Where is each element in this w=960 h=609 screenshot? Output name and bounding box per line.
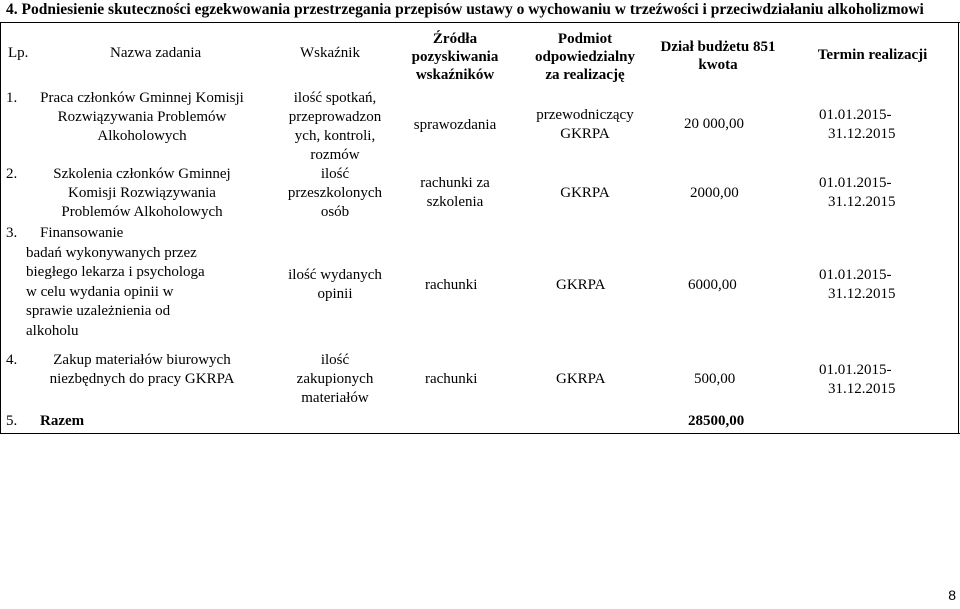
row-indicator: ilość wydanych opinii	[288, 267, 382, 302]
row-source: sprawozdania	[413, 117, 497, 133]
row-lp: 3.	[6, 225, 18, 241]
row-responsible: GKRPA	[560, 185, 610, 201]
header-budget: Dział budżetu 851 kwota	[660, 39, 776, 73]
row-indicator: ilość zakupionych materiałów	[296, 352, 374, 406]
row-lp: 1.	[6, 90, 18, 106]
row-amount: 500,00	[694, 371, 736, 387]
row-lp: 2.	[6, 166, 18, 182]
header-task-name: Nazwa zadania	[110, 45, 202, 61]
header-deadline: Termin realizacji	[817, 47, 928, 63]
page-number: 8	[948, 587, 956, 603]
row-responsible: GKRPA	[556, 277, 606, 293]
row-indicator: ilość przeszkolonych osób	[287, 166, 383, 220]
total-lp: 5.	[6, 413, 18, 429]
row-deadline: 01.01.2015- 31.12.2015	[819, 175, 896, 210]
row-amount: 20 000,00	[684, 116, 744, 132]
row-responsible: GKRPA	[556, 371, 606, 387]
row-source: rachunki za szkolenia	[420, 175, 490, 210]
row-amount: 6000,00	[688, 277, 737, 293]
row-source: rachunki	[425, 277, 478, 293]
row-task: Zakup materiałów biurowych niezbędnych do pracy GKRPA	[49, 352, 235, 387]
total-label: Razem	[40, 413, 85, 429]
total-amount: 28500,00	[688, 413, 745, 429]
row-task: Finansowanie badań wykonywanych przez biegłego lekarza i psychologa w celu wydania opinii w sprawie uzależnienia od alkoholu	[26, 225, 205, 339]
row-responsible: przewodniczący GKRPA	[536, 107, 634, 142]
table-right-border	[958, 22, 959, 434]
row-deadline: 01.01.2015- 31.12.2015	[819, 362, 896, 397]
row-task: Praca członków Gminnej Komisji Rozwiązywania Problemów Alkoholowych	[40, 90, 244, 144]
row-amount: 2000,00	[690, 185, 739, 201]
header-lp: Lp.	[8, 45, 29, 61]
row-indicator: ilość spotkań, przeprowadzon ych, kontroli, rozmów	[288, 90, 382, 163]
header-sources: Źródła pozyskiwania wskaźników	[411, 31, 499, 83]
header-responsible: Podmiot odpowiedzialny za realizację	[534, 31, 636, 83]
row-lp: 4.	[6, 352, 18, 368]
table-left-border	[0, 22, 1, 434]
title-underline	[0, 22, 960, 23]
row-task: Szkolenia członków Gminnej Komisji Rozwiązywania Problemów Alkoholowych	[53, 166, 231, 220]
section-title: 4. Podniesienie skuteczności egzekwowania przestrzegania przepisów ustawy o wychowaniu w trzeźwości i przeciwdziałaniu alkoholizmowi	[6, 1, 924, 18]
row-deadline: 01.01.2015- 31.12.2015	[819, 267, 896, 302]
table-bottom-line	[0, 433, 960, 434]
row-source: rachunki	[425, 371, 478, 387]
header-indicator: Wskaźnik	[300, 45, 360, 61]
row-deadline: 01.01.2015- 31.12.2015	[819, 107, 896, 142]
